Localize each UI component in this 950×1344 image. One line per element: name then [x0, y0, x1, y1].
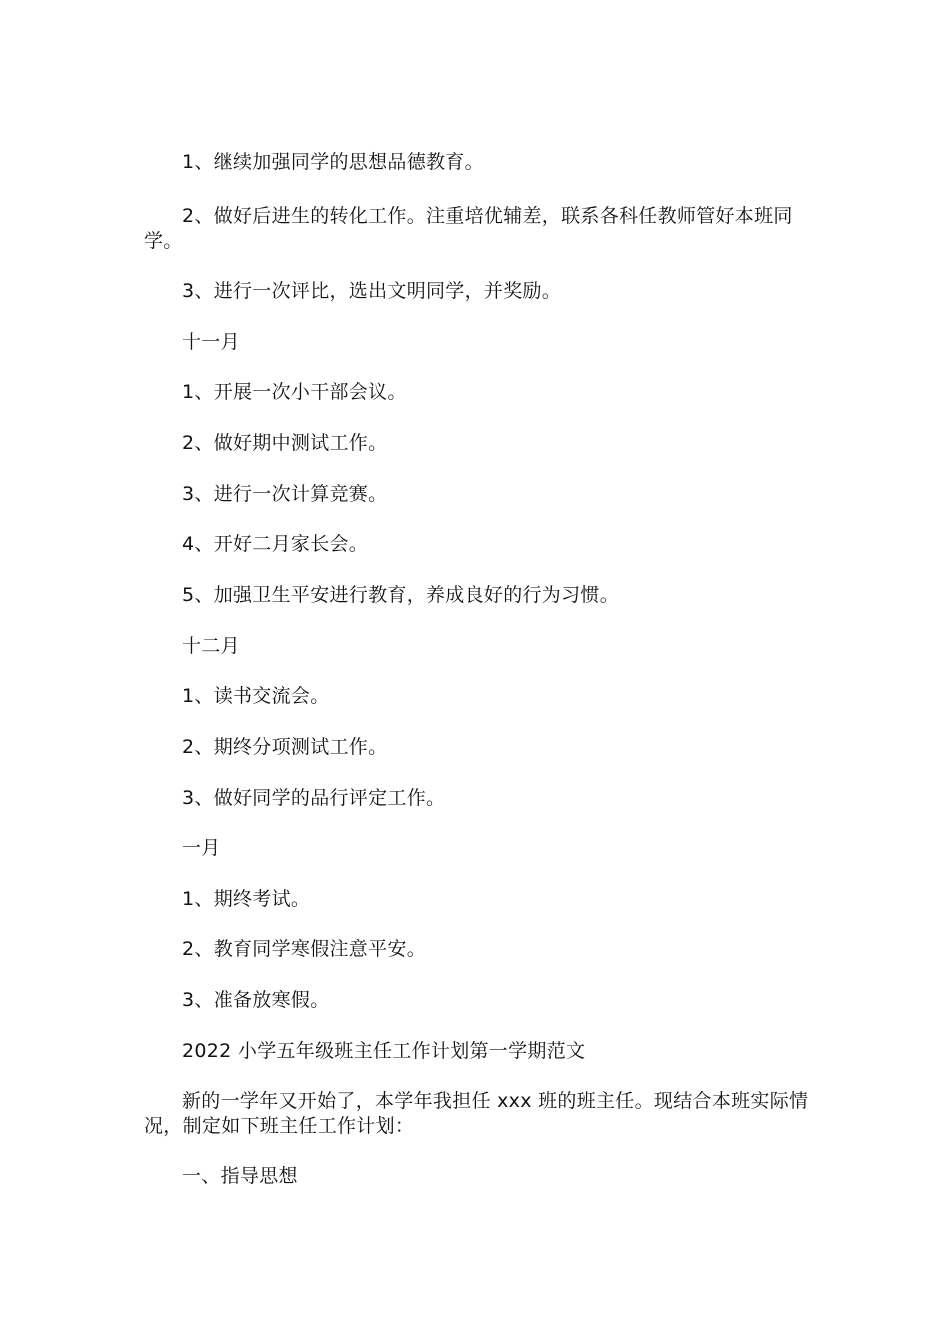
list-item: 1、继续加强同学的思想品德教育。 [182, 151, 484, 173]
list-item: 1、期终考试。 [182, 888, 311, 910]
section-heading-guiding-ideology: 一、指导思想 [182, 1165, 298, 1187]
list-item: 2、做好期中测试工作。 [182, 432, 388, 454]
list-item: 1、开展一次小干部会议。 [182, 381, 407, 403]
list-item: 2、期终分项测试工作。 [182, 736, 388, 758]
list-item: 2、教育同学寒假注意平安。 [182, 938, 426, 960]
section-heading-november: 十一月 [182, 331, 240, 353]
document-title: 2022 小学五年级班主任工作计划第一学期范文 [182, 1040, 586, 1062]
list-item: 4、开好二月家长会。 [182, 533, 369, 555]
list-item: 3、准备放寒假。 [182, 989, 330, 1011]
intro-paragraph: 新的一学年又开始了，本学年我担任 xxx 班的班主任。现结合本班实际情况，制定如下班主任工作计划： [144, 1090, 809, 1137]
list-item: 3、进行一次评比，选出文明同学，并奖励。 [182, 280, 562, 302]
list-item: 2、做好后进生的转化工作。注重培优辅差，联系各科任教师管好本班同学。 [144, 205, 793, 252]
section-heading-december: 十二月 [182, 635, 240, 657]
list-item: 3、做好同学的品行评定工作。 [182, 787, 446, 809]
list-item: 5、加强卫生平安进行教育，养成良好的行为习惯。 [182, 584, 619, 606]
list-item: 3、进行一次计算竞赛。 [182, 483, 388, 505]
list-item: 1、读书交流会。 [182, 685, 330, 707]
section-heading-january: 一月 [182, 837, 221, 859]
